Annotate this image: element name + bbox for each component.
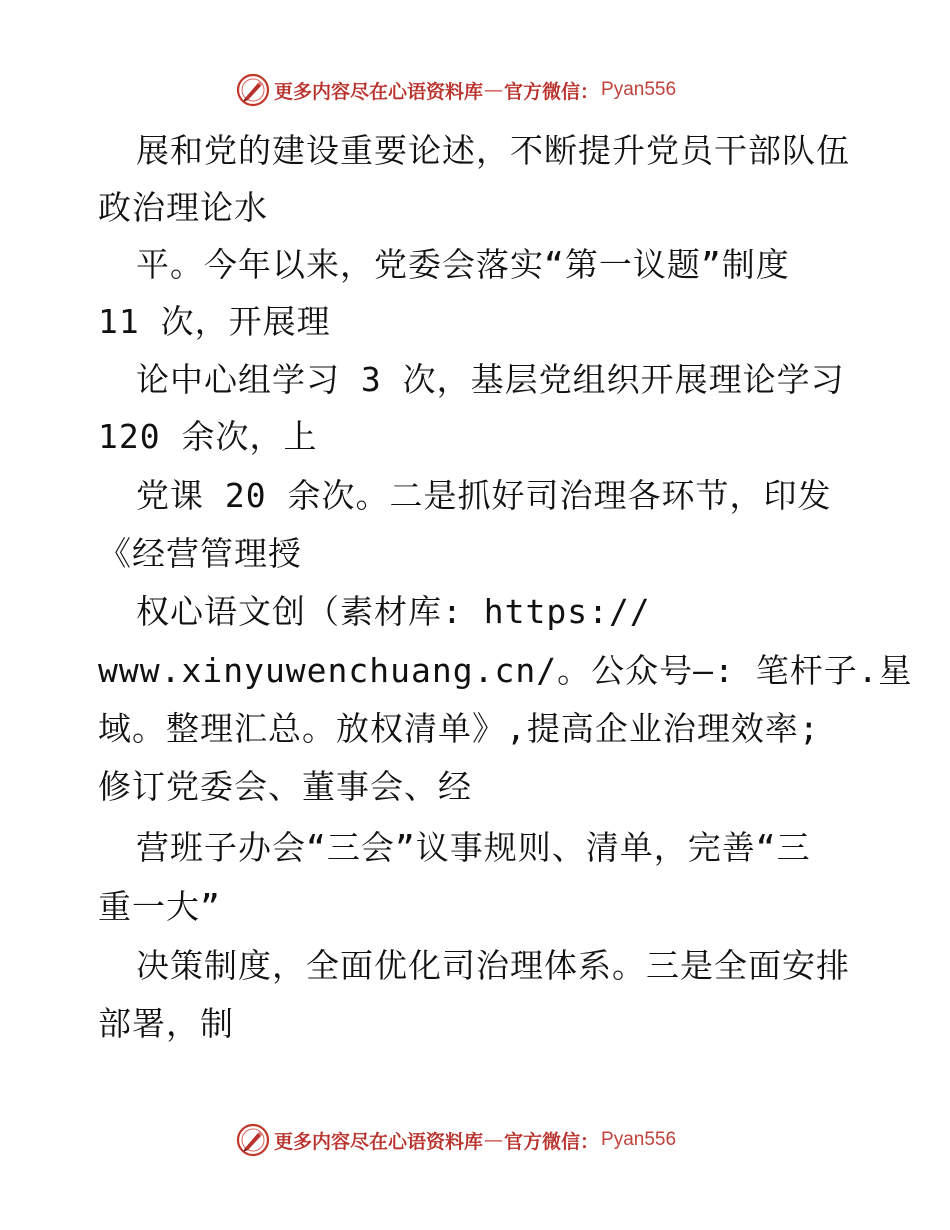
header-watermark-banner: [236, 73, 676, 107]
body-line: 部署，制: [98, 1004, 234, 1043]
watermark-slogan: 更多内容尽在心语资料库: [274, 80, 484, 103]
pen-logo-icon: [236, 1123, 270, 1157]
watermark-official-label: 官方微信：: [504, 80, 600, 103]
watermark-wechat-id: Pyan556: [601, 1129, 677, 1150]
body-line: www.xinyuwenchuang.cn/。公众号—: 笔杆子.星: [98, 651, 913, 690]
body-line: 120 余次，上: [98, 417, 318, 456]
watermark-dash: —: [484, 1129, 504, 1151]
body-line: 《经营管理授: [98, 534, 302, 573]
body-line: 权心语文创（素材库: https://: [136, 592, 651, 631]
watermark-wechat-id: Pyan556: [601, 79, 677, 100]
body-line: 11 次，开展理: [98, 302, 331, 341]
body-line: 重一大”: [98, 887, 221, 926]
body-line: 党课 20 余次。二是抓好司治理各环节，印发: [136, 476, 832, 515]
body-line: 展和党的建设重要论述，不断提升党员干部队伍: [136, 131, 850, 170]
body-line: 政治理论水: [98, 188, 268, 227]
body-line: 营班子办会“三会”议事规则、清单，完善“三: [136, 828, 811, 867]
watermark-slogan: 更多内容尽在心语资料库: [274, 1130, 484, 1153]
body-line: 平。今年以来，党委会落实“第一议题”制度: [136, 245, 790, 284]
watermark-dash: —: [484, 79, 504, 101]
pen-logo-icon: [236, 73, 270, 107]
body-line: 论中心组学习 3 次，基层党组织开展理论学习: [136, 360, 845, 399]
watermark-official-label: 官方微信：: [504, 1130, 600, 1153]
body-line: 域。整理汇总。放权清单》,提高企业治理效率;: [98, 709, 820, 748]
footer-watermark-banner: [236, 1123, 676, 1157]
body-line: 修订党委会、董事会、经: [98, 767, 472, 806]
body-line: 决策制度，全面优化司治理体系。三是全面安排: [136, 946, 850, 985]
